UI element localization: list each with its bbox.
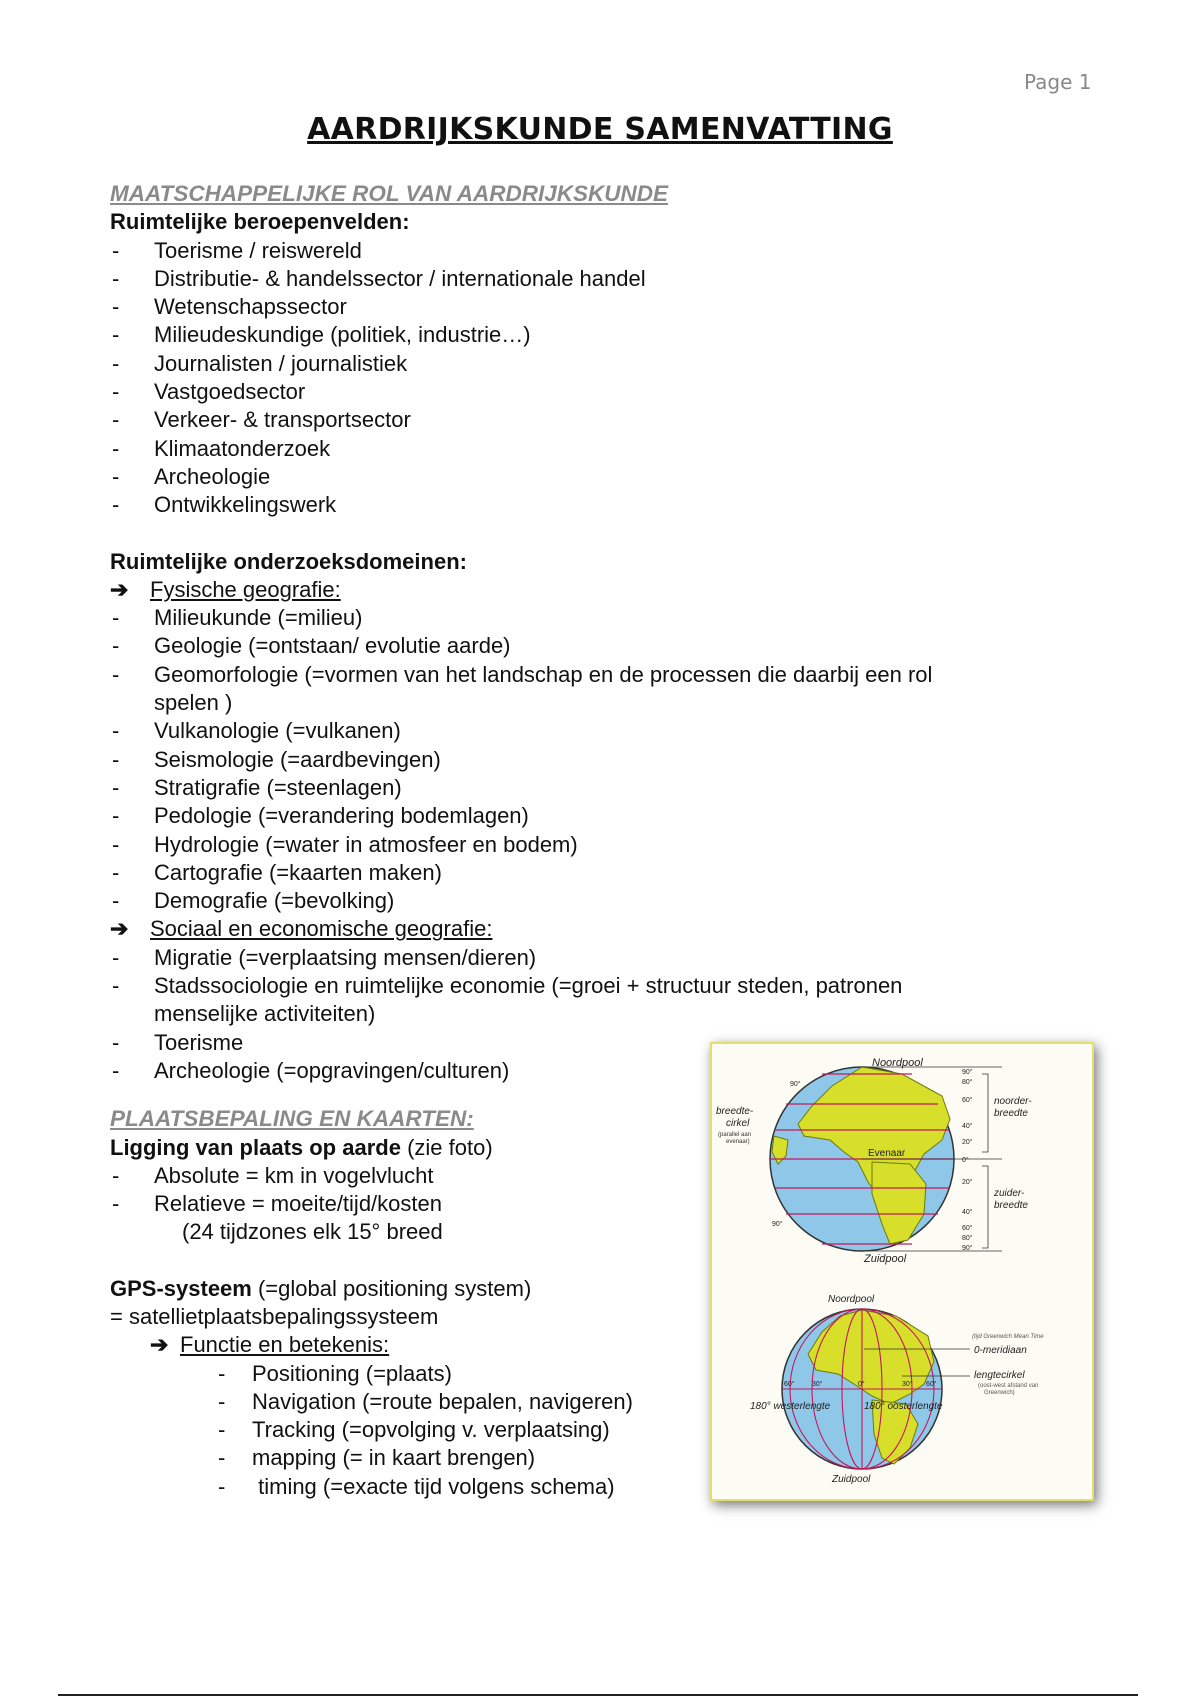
list-item: - Klimaatonderzoek — [112, 435, 331, 461]
list-item: - Distributie- & handelssector / internationale handel — [112, 265, 646, 291]
list-item-continuation: menselijke activiteiten) — [154, 1001, 376, 1027]
list-item: - Positioning (=plaats) — [218, 1360, 452, 1386]
list-item: - Relatieve = moeite/tijd/kosten — [112, 1191, 442, 1217]
breedtecirkel-label: breedte- — [716, 1106, 754, 1117]
fysische-geografie-list — [110, 604, 1010, 915]
page-number: Page 1 — [1024, 70, 1092, 94]
deg90-bottom: 90° — [772, 1221, 783, 1228]
deg90-top: 90° — [790, 1081, 801, 1088]
beroepen-list — [110, 237, 1010, 520]
svg-text:90°: 90° — [962, 1245, 973, 1252]
breedtecirkel-label-2: cirkel — [726, 1118, 750, 1129]
list-item-continuation: spelen ) — [154, 690, 233, 716]
list-item: - Journalisten / journalistiek — [112, 350, 408, 376]
list-item: - timing (=exacte tijd volgens schema) — [218, 1473, 615, 1499]
latitude-globe — [716, 1057, 1032, 1265]
noorderbreedte-label: noorder- — [994, 1096, 1032, 1107]
list-item: - Navigation (=route bepalen, navigeren) — [218, 1388, 633, 1414]
list-item: - Toerisme — [112, 1029, 244, 1055]
list-item: - Milieudeskundige (politiek, industrie…) — [112, 322, 531, 348]
svg-text:90°: 90° — [962, 1069, 973, 1076]
list-item: - Demografie (=bevolking) — [112, 888, 395, 914]
lengtecirkel-note: (oost-west afstand van — [978, 1383, 1039, 1389]
list-item: - Stratigrafie (=steenlagen) — [112, 774, 402, 800]
section-heading-maatschappelijke-rol: MAATSCHAPPELIJKE ROL VAN AARDRIJKSKUNDE — [110, 181, 668, 206]
svg-text:80°: 80° — [962, 1079, 973, 1086]
onderzoeksdomeinen-title: Ruimtelijke onderzoeksdomeinen: — [110, 548, 467, 574]
gps-definition: = satellietplaatsbepalingssysteem — [110, 1303, 439, 1329]
zuiderbreedte-label: zuider- — [994, 1188, 1025, 1199]
svg-text:0°: 0° — [858, 1381, 865, 1388]
svg-text:20°: 20° — [962, 1179, 973, 1186]
parallel-note: (parallel aan — [718, 1132, 752, 1138]
svg-text:40°: 40° — [962, 1209, 973, 1216]
noordpool-label-bottom: Noordpool — [828, 1294, 875, 1305]
page-title: AARDRIJKSKUNDE SAMENVATTING — [307, 112, 893, 147]
svg-text:0°: 0° — [962, 1157, 969, 1164]
sociale-geografie-heading: ➔ Sociaal en economische geografie: — [110, 915, 1010, 943]
svg-text:60°: 60° — [962, 1225, 973, 1232]
arrow-icon: ➔ — [150, 1332, 169, 1358]
list-item: - Cartografie (=kaarten maken) — [112, 859, 442, 885]
tijdzones-note: (24 tijdzones elk 15° breed — [182, 1219, 443, 1245]
footer-rule — [58, 1694, 1138, 1696]
functie-heading: ➔ Functie en betekenis: — [110, 1331, 1010, 1359]
list-item: - Vulkanologie (=vulkanen) — [112, 718, 401, 744]
evenaar-label: Evenaar — [868, 1148, 906, 1159]
list-item: - Seismologie (=aardbevingen) — [112, 746, 441, 772]
fysische-geografie-heading: ➔ Fysische geografie: — [110, 576, 1010, 604]
svg-text:60°: 60° — [784, 1381, 795, 1388]
zuidpool-label: Zuidpool — [864, 1253, 907, 1265]
list-item: - Verkeer- & transportsector — [112, 407, 411, 433]
list-item: - Tracking (=opvolging v. verplaatsing) — [218, 1417, 610, 1443]
westerlengte-label: 180° westerlengte — [750, 1401, 831, 1412]
zuidpool-label-bottom: Zuidpool — [832, 1474, 871, 1485]
oosterlengte-label: 180° oosterlengte — [864, 1401, 943, 1412]
list-item: - Pedologie (=verandering bodemlagen) — [112, 803, 529, 829]
arrow-icon: ➔ — [110, 576, 129, 602]
svg-text:30°: 30° — [902, 1381, 913, 1388]
list-item: - Toerisme / reiswereld — [112, 237, 362, 263]
list-item: - Vastgoedsector — [112, 379, 306, 405]
list-item: - Geomorfologie (=vormen van het landschap en de processen die daarbij een rol — [112, 661, 933, 687]
list-item: - Archeologie — [112, 463, 271, 489]
list-item: - Geologie (=ontstaan/ evolutie aarde) — [112, 633, 511, 659]
list-item: - Milieukunde (=milieu) — [112, 605, 363, 631]
list-item: - Ontwikkelingswerk — [112, 492, 337, 518]
longitude-globe — [750, 1294, 1044, 1485]
svg-text:60°: 60° — [926, 1381, 937, 1388]
globe-figure — [710, 1042, 1094, 1501]
list-item: - Absolute = km in vogelvlucht — [112, 1162, 434, 1188]
lengtecirkel-label: lengtecirkel — [974, 1370, 1025, 1381]
ligging-line: Ligging van plaats op aarde (zie foto) — [110, 1134, 493, 1160]
parallel-note-2: evenaar) — [726, 1139, 750, 1145]
greenwich-note: (tijd Greenwich Mean Time — [972, 1334, 1044, 1340]
svg-text:40°: 40° — [962, 1123, 973, 1130]
lengtecirkel-note-2: Greenwich) — [984, 1390, 1015, 1396]
list-item: - Stadssociologie en ruimtelijke economie (=groei + structuur steden, patronen — [112, 973, 903, 999]
noordpool-label: Noordpool — [872, 1057, 923, 1069]
svg-text:80°: 80° — [962, 1235, 973, 1242]
svg-text:20°: 20° — [962, 1139, 973, 1146]
nulmeridiaan-label: 0-meridiaan — [974, 1345, 1027, 1356]
list-item: - Archeologie (=opgravingen/culturen) — [112, 1057, 510, 1083]
beroepenvelden-title: Ruimtelijke beroepenvelden: — [110, 209, 410, 235]
section-heading-plaatsbepaling: PLAATSBEPALING EN KAARTEN: — [110, 1106, 474, 1132]
svg-text:30°: 30° — [812, 1381, 823, 1388]
arrow-icon: ➔ — [110, 916, 129, 942]
list-item: - Migratie (=verplaatsing mensen/dieren) — [112, 944, 537, 970]
gps-line: GPS-systeem (=global positioning system) — [110, 1275, 532, 1301]
list-item: - mapping (= in kaart brengen) — [218, 1445, 536, 1471]
list-item: - Wetenschapssector — [112, 294, 347, 320]
svg-text:60°: 60° — [962, 1097, 973, 1104]
zuiderbreedte-label-2: breedte — [994, 1200, 1028, 1211]
list-item: - Hydrologie (=water in atmosfeer en bodem) — [112, 831, 578, 857]
latitude-scale — [962, 1068, 973, 1252]
noorderbreedte-label-2: breedte — [994, 1108, 1028, 1119]
